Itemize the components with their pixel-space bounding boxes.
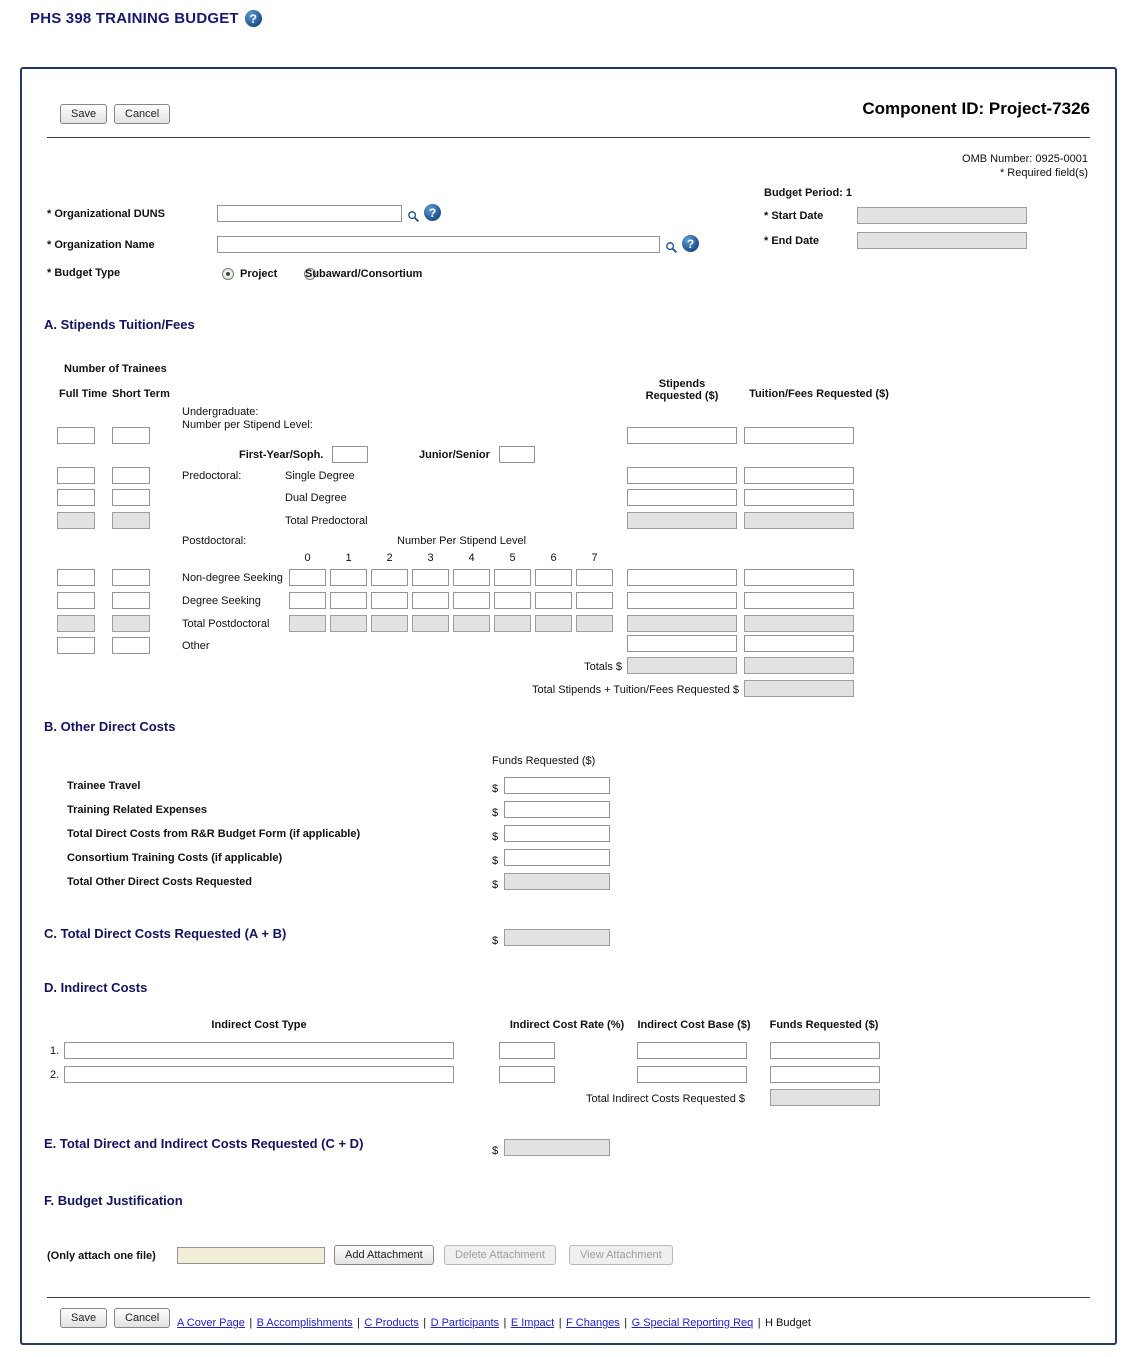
org-name-input[interactable] bbox=[217, 236, 660, 253]
component-id: Component ID: Project-7326 bbox=[862, 99, 1090, 118]
ug-stipends-input[interactable] bbox=[627, 427, 737, 444]
attach-note: (Only attach one file) bbox=[47, 1250, 156, 1262]
dollar-sign: $ bbox=[492, 935, 499, 947]
degree-seeking-label: Degree Seeking bbox=[182, 595, 261, 607]
other-tuition-input[interactable] bbox=[744, 635, 854, 652]
section-d-title: D. Indirect Costs bbox=[44, 980, 148, 995]
total-postdoc-level-input bbox=[371, 615, 408, 632]
total-postdoc-level-input bbox=[535, 615, 572, 632]
ds-short-term-input[interactable] bbox=[112, 592, 150, 609]
section-f-title: F. Budget Justification bbox=[44, 1193, 183, 1208]
top-divider bbox=[47, 137, 1090, 138]
duns-input[interactable] bbox=[217, 205, 402, 222]
total-predoc-stipends-input bbox=[627, 512, 737, 529]
total-indirect-label: Total Indirect Costs Requested $ bbox=[586, 1093, 745, 1105]
predoc-dual-stipends-input[interactable] bbox=[627, 489, 737, 506]
ds-level-input[interactable] bbox=[412, 592, 449, 609]
page-header bbox=[30, 10, 262, 27]
end-date-label: * End Date bbox=[764, 235, 820, 247]
duns-lookup-icon[interactable] bbox=[407, 210, 420, 228]
funds-requested-d-header: Funds Requested ($) bbox=[769, 1019, 879, 1031]
number-of-trainees-header: Number of Trainees bbox=[64, 363, 167, 375]
section-e-title: E. Total Direct and Indirect Costs Requested (C + D) bbox=[44, 1136, 364, 1151]
junior-senior-input[interactable] bbox=[499, 446, 535, 463]
indirect-rate-2-input[interactable] bbox=[499, 1066, 555, 1083]
predoc-dual-tuition-input[interactable] bbox=[744, 489, 854, 506]
predoc-single-full-time-input[interactable] bbox=[57, 467, 95, 484]
ds-stipends-input[interactable] bbox=[627, 592, 737, 609]
separator: | bbox=[249, 1317, 253, 1329]
nds-stipends-input[interactable] bbox=[627, 569, 737, 586]
separator: | bbox=[423, 1317, 427, 1329]
predoc-single-short-term-input[interactable] bbox=[112, 467, 150, 484]
stipend-level-6: 6 bbox=[550, 552, 557, 564]
ds-level-input[interactable] bbox=[289, 592, 326, 609]
add-attachment-button[interactable]: Add Attachment bbox=[334, 1245, 434, 1265]
total-postdoc-level-input bbox=[494, 615, 531, 632]
rr-budget-costs-input[interactable] bbox=[504, 825, 610, 842]
footer-save-button[interactable]: Save bbox=[60, 1308, 107, 1328]
footer-link-accomplishments[interactable]: B Accomplishments bbox=[256, 1317, 353, 1329]
grand-total-label: Total Stipends + Tuition/Fees Requested $ bbox=[532, 684, 739, 696]
per-stipend-level-label: Number Per Stipend Level bbox=[397, 535, 527, 547]
separator: | bbox=[357, 1317, 360, 1329]
totals-label: Totals $ bbox=[584, 661, 622, 673]
grand-total-input bbox=[744, 680, 854, 697]
stipend-level-2: 2 bbox=[386, 552, 393, 564]
stipend-level-1: 1 bbox=[345, 552, 352, 564]
indirect-base-2-input[interactable] bbox=[637, 1066, 747, 1083]
ds-full-time-input[interactable] bbox=[57, 592, 95, 609]
indirect-cost-type-header: Indirect Cost Type bbox=[211, 1019, 307, 1031]
dollar-sign: $ bbox=[492, 831, 499, 843]
predoc-single-tuition-input[interactable] bbox=[744, 467, 854, 484]
form-container bbox=[20, 67, 1117, 1345]
total-postdoc-full-time-input bbox=[57, 615, 95, 632]
other-label: Other bbox=[182, 640, 210, 652]
ds-level-input[interactable] bbox=[330, 592, 367, 609]
separator: | bbox=[624, 1317, 628, 1329]
duns-label: * Organizational DUNS bbox=[47, 208, 165, 220]
other-full-time-input[interactable] bbox=[57, 637, 95, 654]
footer-link-special-reporting[interactable]: G Special Reporting Req bbox=[631, 1317, 754, 1329]
dollar-sign: $ bbox=[492, 783, 499, 795]
footer-link-changes[interactable]: F Changes bbox=[566, 1317, 620, 1329]
help-icon[interactable]: ? bbox=[245, 10, 262, 27]
stipend-level-7: 7 bbox=[591, 552, 598, 564]
stipend-level-3: 3 bbox=[427, 552, 434, 564]
page-title: PHS 398 TRAINING BUDGET bbox=[30, 10, 239, 27]
org-name-label: * Organization Name bbox=[47, 239, 155, 251]
nds-level-input[interactable] bbox=[330, 569, 367, 586]
separator: | bbox=[558, 1317, 562, 1329]
nds-short-term-input[interactable] bbox=[112, 569, 150, 586]
total-postdoc-stipends-input bbox=[627, 615, 737, 632]
nds-level-input[interactable] bbox=[412, 569, 449, 586]
omb-number: OMB Number: 0925-0001 bbox=[962, 153, 1088, 165]
nds-level-input[interactable] bbox=[535, 569, 572, 586]
indirect-type-1-input[interactable] bbox=[64, 1042, 454, 1059]
indirect-cost-rate-header: Indirect Cost Rate (%) bbox=[509, 1019, 625, 1031]
total-other-direct-input bbox=[504, 873, 610, 890]
dollar-sign: $ bbox=[492, 807, 499, 819]
total-predoc-short-term-input bbox=[112, 512, 150, 529]
indirect-funds-2-input[interactable] bbox=[770, 1066, 880, 1083]
postdoctoral-label: Postdoctoral: bbox=[182, 535, 247, 547]
total-postdoc-tuition-input bbox=[744, 615, 854, 632]
indirect-cost-base-header: Indirect Cost Base ($) bbox=[637, 1019, 751, 1031]
budget-type-label: * Budget Type bbox=[47, 267, 121, 279]
ds-level-input[interactable] bbox=[494, 592, 531, 609]
consortium-costs-label: Consortium Training Costs (if applicable) bbox=[67, 852, 283, 864]
total-direct-indirect-input bbox=[504, 1139, 610, 1156]
dollar-sign: $ bbox=[492, 1145, 499, 1157]
nds-full-time-input[interactable] bbox=[57, 569, 95, 586]
footer-cancel-button[interactable]: Cancel bbox=[114, 1308, 170, 1328]
start-date-label: * Start Date bbox=[764, 210, 824, 222]
number-per-stipend-level-label: Number per Stipend Level: bbox=[182, 419, 313, 431]
total-postdoc-level-input bbox=[289, 615, 326, 632]
predoctoral-label: Predoctoral: bbox=[182, 470, 242, 482]
total-other-direct-label: Total Other Direct Costs Requested bbox=[67, 876, 252, 888]
end-date-input bbox=[857, 232, 1027, 249]
stipends-requested-header: Stipends Requested ($) bbox=[645, 378, 719, 402]
totals-stipends-input bbox=[627, 657, 737, 674]
indirect-base-1-input[interactable] bbox=[637, 1042, 747, 1059]
org-name-lookup-icon[interactable] bbox=[665, 241, 678, 259]
nds-level-input[interactable] bbox=[371, 569, 408, 586]
tuition-fees-header: Tuition/Fees Requested ($) bbox=[749, 388, 889, 400]
predoc-dual-short-term-input[interactable] bbox=[112, 489, 150, 506]
ds-tuition-input[interactable] bbox=[744, 592, 854, 609]
total-postdoc-level-input bbox=[453, 615, 490, 632]
ds-level-input[interactable] bbox=[371, 592, 408, 609]
footer-current-page: H Budget bbox=[765, 1317, 811, 1329]
total-postdoc-short-term-input bbox=[112, 615, 150, 632]
ug-short-term-input[interactable] bbox=[112, 427, 150, 444]
training-expenses-label: Training Related Expenses bbox=[67, 804, 207, 816]
separator: | bbox=[757, 1317, 761, 1329]
delete-attachment-button: Delete Attachment bbox=[444, 1245, 556, 1265]
stipend-level-5: 5 bbox=[509, 552, 516, 564]
predoc-dual-full-time-input[interactable] bbox=[57, 489, 95, 506]
section-c-title: C. Total Direct Costs Requested (A + B) bbox=[44, 926, 287, 941]
total-predoc-full-time-input bbox=[57, 512, 95, 529]
bottom-divider bbox=[47, 1297, 1090, 1298]
section-b-title: B. Other Direct Costs bbox=[44, 719, 176, 734]
required-note: * Required field(s) bbox=[999, 167, 1088, 179]
nds-level-input[interactable] bbox=[576, 569, 613, 586]
attachment-filename-input[interactable] bbox=[177, 1247, 325, 1264]
funds-requested-header: Funds Requested ($) bbox=[492, 755, 596, 767]
consortium-costs-input[interactable] bbox=[504, 849, 610, 866]
nds-level-input[interactable] bbox=[453, 569, 490, 586]
indirect-row-2-number: 2. bbox=[50, 1069, 60, 1081]
first-year-label: First-Year/Soph. bbox=[239, 449, 324, 461]
total-postdoc-level-input bbox=[330, 615, 367, 632]
save-button[interactable]: Save bbox=[60, 104, 107, 124]
indirect-rate-1-input[interactable] bbox=[499, 1042, 555, 1059]
first-year-input[interactable] bbox=[332, 446, 368, 463]
nds-level-input[interactable] bbox=[494, 569, 531, 586]
start-date-input bbox=[857, 207, 1027, 224]
org-name-help-icon[interactable]: ? bbox=[682, 235, 699, 252]
section-a-title: A. Stipends Tuition/Fees bbox=[44, 317, 195, 332]
total-direct-costs-input bbox=[504, 929, 610, 946]
separator: | bbox=[503, 1317, 507, 1329]
full-time-header: Full Time bbox=[59, 388, 108, 400]
totals-tuition-input bbox=[744, 657, 854, 674]
training-expenses-input[interactable] bbox=[504, 801, 610, 818]
rr-budget-costs-label: Total Direct Costs from R&R Budget Form (if applicable) bbox=[67, 828, 361, 840]
ug-full-time-input[interactable] bbox=[57, 427, 95, 444]
total-predoctoral-label: Total Predoctoral bbox=[285, 515, 368, 527]
ug-tuition-input[interactable] bbox=[744, 427, 854, 444]
ds-level-input[interactable] bbox=[453, 592, 490, 609]
nds-level-input[interactable] bbox=[289, 569, 326, 586]
stipend-level-0: 0 bbox=[304, 552, 311, 564]
total-postdoctoral-label: Total Postdoctoral bbox=[182, 618, 270, 630]
footer-link-products[interactable]: C Products bbox=[364, 1317, 419, 1329]
non-degree-seeking-label: Non-degree Seeking bbox=[182, 572, 283, 584]
other-short-term-input[interactable] bbox=[112, 637, 150, 654]
footer-link-participants[interactable]: D Participants bbox=[430, 1317, 500, 1329]
trainee-travel-input[interactable] bbox=[504, 777, 610, 794]
indirect-type-2-input[interactable] bbox=[64, 1066, 454, 1083]
undergraduate-label: Undergraduate: bbox=[182, 406, 259, 418]
nds-tuition-input[interactable] bbox=[744, 569, 854, 586]
footer-link-impact[interactable]: E Impact bbox=[510, 1317, 555, 1329]
footer-nav bbox=[177, 1313, 811, 1331]
short-term-header: Short Term bbox=[112, 388, 170, 400]
junior-senior-label: Junior/Senior bbox=[419, 449, 490, 461]
footer-link-cover-page[interactable]: A Cover Page bbox=[177, 1317, 245, 1329]
budget-type-subaward-label: Subaward/Consortium bbox=[305, 268, 423, 280]
ds-level-input[interactable] bbox=[535, 592, 572, 609]
cancel-button[interactable]: Cancel bbox=[114, 104, 170, 124]
budget-type-project-radio[interactable] bbox=[222, 268, 234, 280]
indirect-funds-1-input[interactable] bbox=[770, 1042, 880, 1059]
dollar-sign: $ bbox=[492, 855, 499, 867]
view-attachment-button: View Attachment bbox=[569, 1245, 673, 1265]
total-predoc-tuition-input bbox=[744, 512, 854, 529]
stipend-level-4: 4 bbox=[468, 552, 475, 564]
dual-degree-label: Dual Degree bbox=[285, 492, 347, 504]
total-postdoc-level-input bbox=[576, 615, 613, 632]
budget-type-project-label: Project bbox=[240, 268, 278, 280]
indirect-row-1-number: 1. bbox=[50, 1045, 60, 1057]
other-stipends-input[interactable] bbox=[627, 635, 737, 652]
trainee-travel-label: Trainee Travel bbox=[67, 780, 141, 792]
ds-level-input[interactable] bbox=[576, 592, 613, 609]
predoc-single-stipends-input[interactable] bbox=[627, 467, 737, 484]
dollar-sign: $ bbox=[492, 879, 499, 891]
duns-help-icon[interactable]: ? bbox=[424, 204, 441, 221]
budget-period: Budget Period: 1 bbox=[764, 187, 853, 199]
total-postdoc-level-input bbox=[412, 615, 449, 632]
single-degree-label: Single Degree bbox=[285, 470, 355, 482]
total-indirect-input bbox=[770, 1089, 880, 1106]
